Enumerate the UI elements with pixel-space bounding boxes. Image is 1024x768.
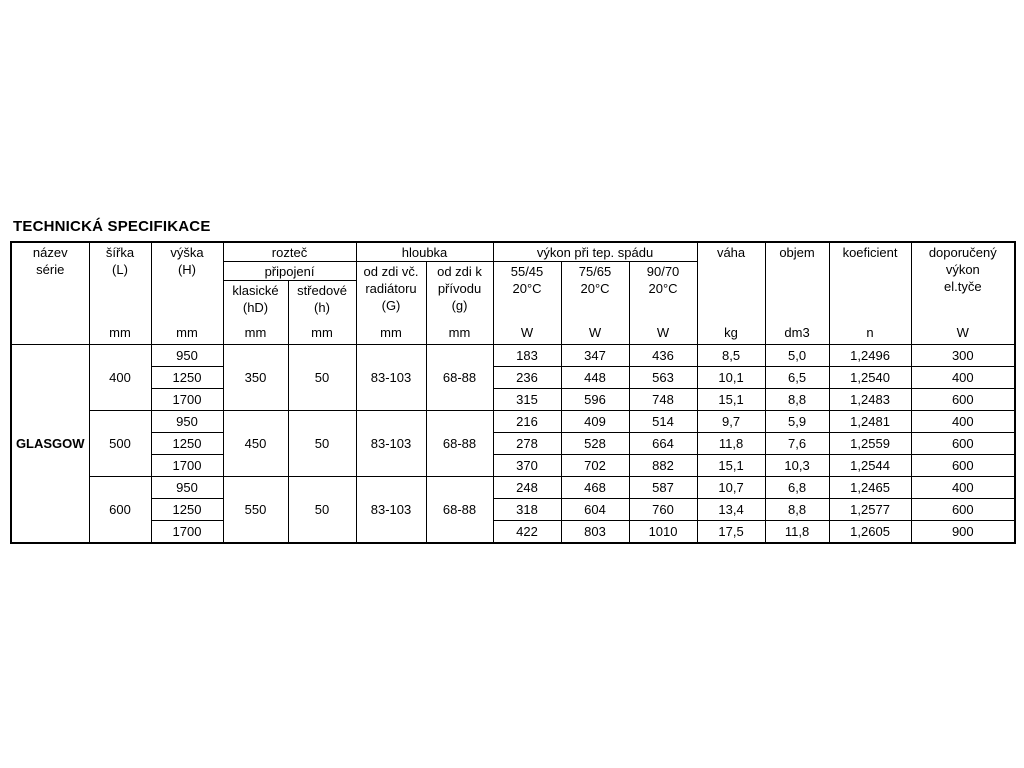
header-line: (hD) <box>242 300 269 315</box>
header-vyska <box>151 242 223 345</box>
cell-vykon-5545: 422 <box>493 521 561 543</box>
cell-vaha: 17,5 <box>697 521 765 543</box>
unit-label: mm <box>176 325 198 340</box>
cell-vaha: 9,7 <box>697 411 765 433</box>
cell-objem: 5,0 <box>765 345 829 367</box>
header-line: (L) <box>112 262 128 277</box>
header-line: radiátoru <box>365 281 417 296</box>
header-od-zdi-privodu <box>426 262 493 345</box>
header-line: el.tyče <box>944 279 982 294</box>
cell-vykon-9070: 436 <box>629 345 697 367</box>
cell-objem: 8,8 <box>765 499 829 521</box>
cell-hloubka-g: 83-103 <box>356 345 426 411</box>
unit-label: mm <box>244 325 267 340</box>
cell-koeficient: 1,2577 <box>829 499 911 521</box>
cell-vaha: 11,8 <box>697 433 765 455</box>
cell-vykon-5545: 318 <box>493 499 561 521</box>
cell-vykon-7565: 803 <box>561 521 629 543</box>
header-line: (G) <box>381 298 401 313</box>
cell-hloubka-g-small: 68-88 <box>426 345 493 411</box>
cell-vykon-9070: 563 <box>629 367 697 389</box>
cell-koeficient: 1,2483 <box>829 389 911 411</box>
header-line: váha <box>716 245 746 260</box>
cell-vykon-9070: 748 <box>629 389 697 411</box>
cell-objem: 11,8 <box>765 521 829 543</box>
cell-hloubka-g-small: 68-88 <box>426 411 493 477</box>
cell-vykon-9070: 514 <box>629 411 697 433</box>
header-vykon-9070 <box>629 262 697 345</box>
cell-koeficient: 1,2544 <box>829 455 911 477</box>
cell-vykon-5545: 183 <box>493 345 561 367</box>
cell-stredove: 50 <box>288 345 356 411</box>
cell-vykon-9070: 587 <box>629 477 697 499</box>
header-klasicke <box>223 281 288 345</box>
header-od-zdi-radiatoru <box>356 262 426 345</box>
unit-label: mm <box>109 325 131 340</box>
unit-label: mm <box>448 325 471 340</box>
cell-objem: 5,9 <box>765 411 829 433</box>
header-stredove <box>288 281 356 345</box>
cell-doporuceny: 600 <box>911 433 1015 455</box>
cell-vykon-9070: 760 <box>629 499 697 521</box>
cell-vykon-7565: 409 <box>561 411 629 433</box>
cell-vyska: 1700 <box>151 389 223 411</box>
cell-objem: 6,5 <box>765 367 829 389</box>
cell-hloubka-g-small: 68-88 <box>426 477 493 543</box>
header-line: rozteč <box>271 245 308 260</box>
header-line: série <box>36 262 65 277</box>
cell-vaha: 15,1 <box>697 389 765 411</box>
cell-vykon-9070: 664 <box>629 433 697 455</box>
header-vaha <box>697 242 765 345</box>
unit-label: dm3 <box>784 325 810 340</box>
cell-vyska: 1250 <box>151 433 223 455</box>
cell-vykon-7565: 702 <box>561 455 629 477</box>
cell-koeficient: 1,2465 <box>829 477 911 499</box>
header-line: doporučený <box>928 245 997 260</box>
cell-sirka: 400 <box>89 345 151 411</box>
header-hloubka <box>356 242 493 262</box>
header-koeficient <box>829 242 911 345</box>
header-vykon <box>493 242 697 262</box>
header-line: šířka <box>105 245 135 260</box>
header-line: 55/45 <box>510 264 544 279</box>
header-line: 90/70 <box>646 264 680 279</box>
cell-vaha: 8,5 <box>697 345 765 367</box>
header-line: od zdi k <box>437 264 482 279</box>
cell-vyska: 950 <box>151 345 223 367</box>
header-vykon-7565 <box>561 262 629 345</box>
header-line: (H) <box>177 262 197 277</box>
header-line: (h) <box>314 300 330 315</box>
header-roztec <box>223 242 356 262</box>
unit-label: mm <box>311 325 333 340</box>
cell-doporuceny: 600 <box>911 499 1015 521</box>
cell-vykon-5545: 236 <box>493 367 561 389</box>
header-doporuceny-vykon <box>911 242 1015 345</box>
header-line: název <box>32 245 68 260</box>
cell-koeficient: 1,2605 <box>829 521 911 543</box>
unit-label: n <box>866 325 874 340</box>
cell-vyska: 1250 <box>151 499 223 521</box>
cell-doporuceny: 900 <box>911 521 1015 543</box>
cell-doporuceny: 300 <box>911 345 1015 367</box>
cell-vykon-5545: 248 <box>493 477 561 499</box>
cell-sirka: 600 <box>89 477 151 543</box>
cell-koeficient: 1,2481 <box>829 411 911 433</box>
cell-sirka: 500 <box>89 411 151 477</box>
header-nazev-serie <box>11 242 89 345</box>
header-line: připojení <box>264 264 315 279</box>
cell-vykon-5545: 216 <box>493 411 561 433</box>
header-line: od zdi vč. <box>363 264 419 279</box>
unit-label: W <box>588 325 602 340</box>
header-line: klasické <box>232 283 279 298</box>
unit-label: mm <box>380 325 402 340</box>
cell-vyska: 950 <box>151 477 223 499</box>
cell-vykon-7565: 596 <box>561 389 629 411</box>
spec-table <box>10 241 1016 544</box>
cell-objem: 10,3 <box>765 455 829 477</box>
cell-vyska: 1250 <box>151 367 223 389</box>
cell-vaha: 10,7 <box>697 477 765 499</box>
cell-vykon-7565: 468 <box>561 477 629 499</box>
header-sirka <box>89 242 151 345</box>
cell-vykon-5545: 370 <box>493 455 561 477</box>
cell-vykon-5545: 278 <box>493 433 561 455</box>
cell-doporuceny: 600 <box>911 455 1015 477</box>
cell-doporuceny: 400 <box>911 367 1015 389</box>
cell-vyska: 1700 <box>151 521 223 543</box>
header-line: 20°C <box>648 281 678 296</box>
cell-vaha: 15,1 <box>697 455 765 477</box>
cell-klasicke: 550 <box>223 477 288 543</box>
cell-vykon-9070: 1010 <box>629 521 697 543</box>
cell-hloubka-g: 83-103 <box>356 411 426 477</box>
header-objem <box>765 242 829 345</box>
cell-doporuceny: 400 <box>911 411 1015 433</box>
cell-vykon-7565: 528 <box>561 433 629 455</box>
cell-objem: 7,6 <box>765 433 829 455</box>
cell-klasicke: 450 <box>223 411 288 477</box>
cell-klasicke: 350 <box>223 345 288 411</box>
cell-vaha: 13,4 <box>697 499 765 521</box>
cell-vykon-7565: 604 <box>561 499 629 521</box>
cell-hloubka-g: 83-103 <box>356 477 426 543</box>
header-line: výkon při tep. spádu <box>536 245 654 260</box>
cell-vykon-7565: 448 <box>561 367 629 389</box>
cell-vykon-7565: 347 <box>561 345 629 367</box>
header-line: výkon <box>945 262 980 277</box>
unit-label: W <box>956 325 969 340</box>
header-line: středové <box>297 283 347 298</box>
cell-vykon-9070: 882 <box>629 455 697 477</box>
header-line: výška <box>170 245 204 260</box>
cell-stredove: 50 <box>288 477 356 543</box>
header-line: hloubka <box>401 245 448 260</box>
cell-series: GLASGOW <box>11 345 89 543</box>
unit-label: kg <box>724 325 738 340</box>
header-line: koeficient <box>842 245 898 260</box>
cell-koeficient: 1,2559 <box>829 433 911 455</box>
header-pripojeni <box>223 262 356 281</box>
cell-vykon-5545: 315 <box>493 389 561 411</box>
cell-objem: 8,8 <box>765 389 829 411</box>
header-line: (g) <box>451 298 468 313</box>
header-vykon-5545 <box>493 262 561 345</box>
header-line: přívodu <box>437 281 482 296</box>
header-line: 20°C <box>580 281 610 296</box>
cell-vaha: 10,1 <box>697 367 765 389</box>
header-line: 20°C <box>512 281 542 296</box>
cell-doporuceny: 400 <box>911 477 1015 499</box>
cell-koeficient: 1,2496 <box>829 345 911 367</box>
header-line: 75/65 <box>578 264 612 279</box>
cell-koeficient: 1,2540 <box>829 367 911 389</box>
cell-objem: 6,8 <box>765 477 829 499</box>
cell-stredove: 50 <box>288 411 356 477</box>
page-title: TECHNICKÁ SPECIFIKACE <box>13 218 211 235</box>
header-line: objem <box>779 245 815 260</box>
cell-vyska: 1700 <box>151 455 223 477</box>
unit-label: W <box>520 325 534 340</box>
cell-vyska: 950 <box>151 411 223 433</box>
unit-label: W <box>656 325 670 340</box>
cell-doporuceny: 600 <box>911 389 1015 411</box>
